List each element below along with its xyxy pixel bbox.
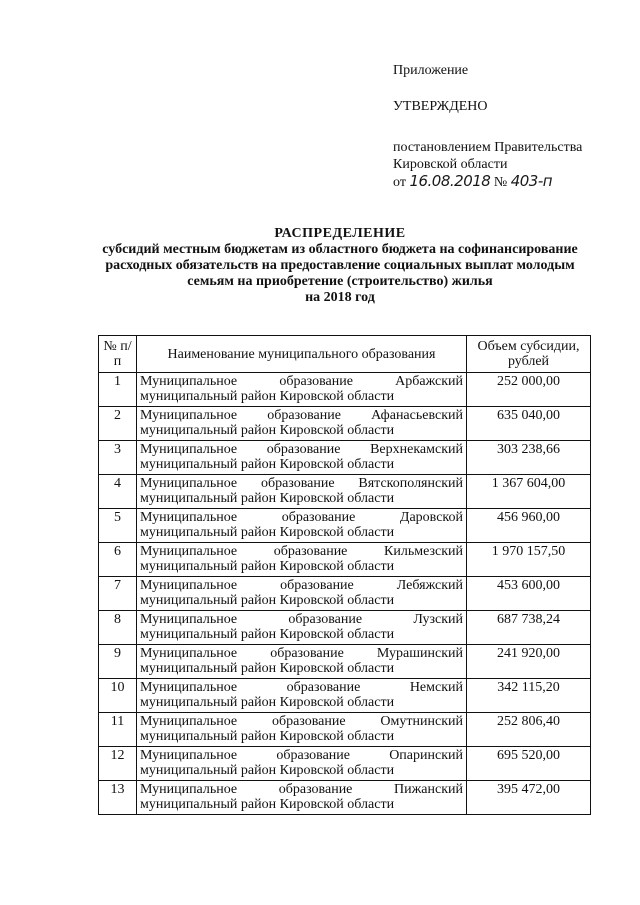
from-label: от	[393, 175, 406, 190]
row-number: 7	[99, 577, 137, 611]
table-row	[99, 441, 591, 475]
heading-line-3: семьям на приобретение (строительство) жилья	[187, 274, 493, 289]
heading-line-4: на 2018 год	[305, 290, 375, 305]
heading-line-2: расходных обязательств на предоставление социальных выплат молодым	[105, 258, 575, 273]
document-heading	[90, 226, 590, 306]
heading-line-1: субсидий местным бюджетам из областного бюджета на софинансирование	[102, 242, 578, 257]
municipality-name: Муниципальное образование Омутнинский муниципальный район Кировской области	[137, 713, 467, 747]
decree-line-2: Кировской области	[393, 157, 508, 172]
approval-block	[393, 62, 633, 191]
subsidy-amount: 1 970 157,50	[467, 543, 591, 577]
subsidy-amount: 342 115,20	[467, 679, 591, 713]
heading-title: РАСПРЕДЕЛЕНИЕ	[274, 226, 406, 241]
subsidy-amount: 695 520,00	[467, 747, 591, 781]
subsidy-amount: 1 367 604,00	[467, 475, 591, 509]
subsidy-amount: 456 960,00	[467, 509, 591, 543]
decree-date-number	[393, 173, 633, 191]
subsidy-amount: 241 920,00	[467, 645, 591, 679]
municipality-name: Муниципальное образование Лебяжский муниципальный район Кировской области	[137, 577, 467, 611]
table-header-row	[99, 336, 591, 373]
row-number: 1	[99, 373, 137, 407]
table-row	[99, 679, 591, 713]
municipality-name: Муниципальное образование Лузский муниципальный район Кировской области	[137, 611, 467, 645]
appendix-label: Приложение	[393, 63, 469, 78]
subsidy-amount: 395 472,00	[467, 781, 591, 815]
subsidy-amount: 453 600,00	[467, 577, 591, 611]
decree-line-1: постановлением Правительства	[393, 140, 583, 155]
municipality-name: Муниципальное образование Пижанский муниципальный район Кировской области	[137, 781, 467, 815]
row-number: 5	[99, 509, 137, 543]
row-number: 6	[99, 543, 137, 577]
municipality-name: Муниципальное образование Верхнекамский муниципальный район Кировской области	[137, 441, 467, 475]
handwritten-date: 16.08.2018	[409, 172, 491, 190]
municipality-name: Муниципальное образование Арбажский муниципальный район Кировской области	[137, 373, 467, 407]
row-number: 9	[99, 645, 137, 679]
row-number: 11	[99, 713, 137, 747]
table-row	[99, 611, 591, 645]
row-number: 12	[99, 747, 137, 781]
row-number: 2	[99, 407, 137, 441]
header-name: Наименование муниципального образования	[137, 336, 467, 373]
municipality-name: Муниципальное образование Опаринский муниципальный район Кировской области	[137, 747, 467, 781]
handwritten-number: 403-п	[510, 172, 553, 190]
table-row	[99, 645, 591, 679]
municipality-name: Муниципальное образование Кильмезский муниципальный район Кировской области	[137, 543, 467, 577]
row-number: 13	[99, 781, 137, 815]
subsidy-amount: 687 738,24	[467, 611, 591, 645]
municipality-name: Муниципальное образование Мурашинский муниципальный район Кировской области	[137, 645, 467, 679]
row-number: 4	[99, 475, 137, 509]
table-row	[99, 475, 591, 509]
row-number: 8	[99, 611, 137, 645]
table-row	[99, 781, 591, 815]
row-number: 3	[99, 441, 137, 475]
table-row	[99, 543, 591, 577]
subsidy-amount: 303 238,66	[467, 441, 591, 475]
table-row	[99, 577, 591, 611]
municipality-name: Муниципальное образование Вятскополянский муниципальный район Кировской области	[137, 475, 467, 509]
municipality-name: Муниципальное образование Даровской муниципальный район Кировской области	[137, 509, 467, 543]
subsidy-table	[98, 335, 591, 815]
header-sum: Объем субсидии, рублей	[467, 336, 591, 373]
row-number: 10	[99, 679, 137, 713]
municipality-name: Муниципальное образование Афанасьевский муниципальный район Кировской области	[137, 407, 467, 441]
table-row	[99, 713, 591, 747]
table-body	[99, 373, 591, 815]
number-label: №	[493, 175, 508, 190]
table-row	[99, 509, 591, 543]
table-row	[99, 747, 591, 781]
header-no: № п/п	[99, 336, 137, 373]
subsidy-amount: 252 806,40	[467, 713, 591, 747]
approved-label: УТВЕРЖДЕНО	[393, 99, 488, 114]
subsidy-amount: 635 040,00	[467, 407, 591, 441]
municipality-name: Муниципальное образование Немский муниципальный район Кировской области	[137, 679, 467, 713]
table-row	[99, 407, 591, 441]
table-row	[99, 373, 591, 407]
subsidy-amount: 252 000,00	[467, 373, 591, 407]
